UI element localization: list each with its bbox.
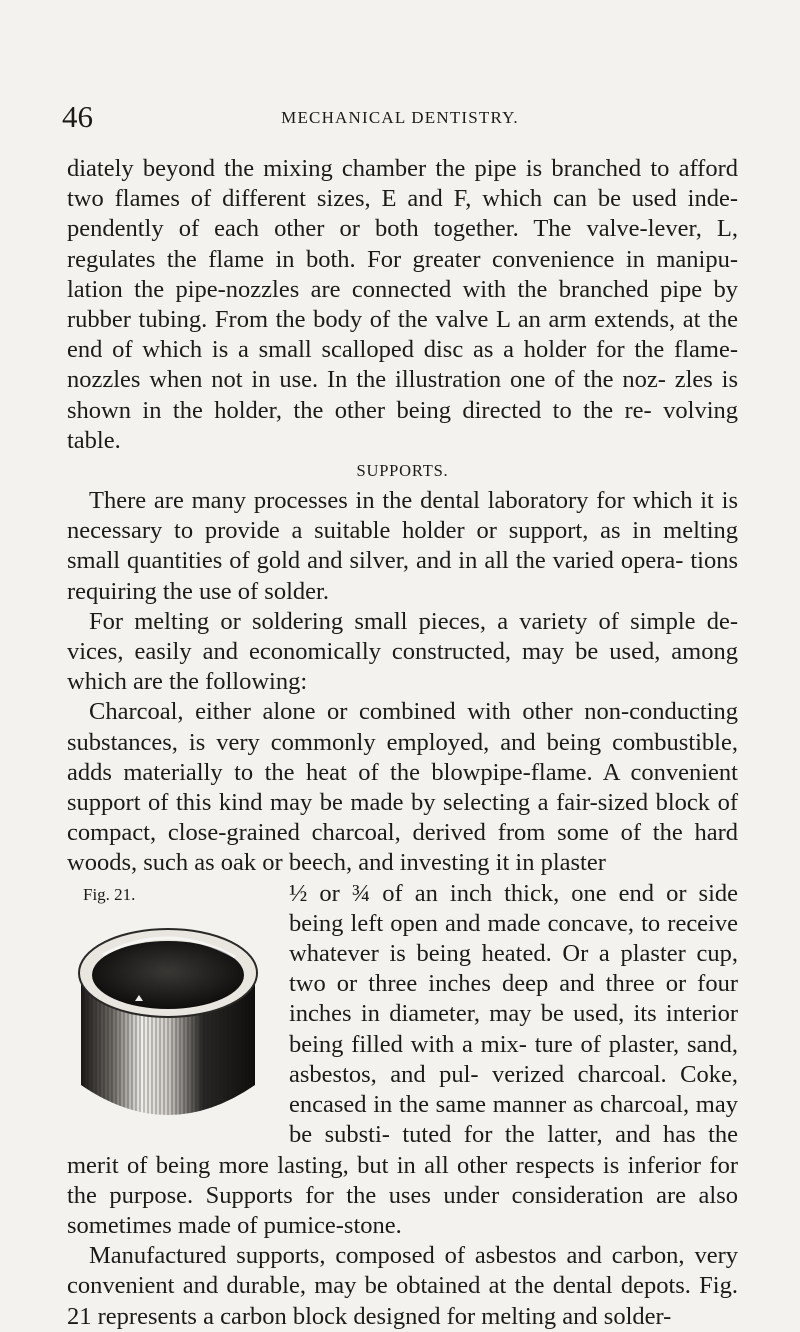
paragraph-manufactured: Manufactured supports, composed of asbestos and carbon, very convenient and durable, may be obtained at the dental depots. Fig. 21 represents a carbon block designed for melting and solder-: [67, 1242, 738, 1330]
running-title: MECHANICAL DENTISTRY.: [281, 108, 519, 127]
paragraph-supports-intro: There are many processes in the dental laboratory for which it is necessary to provide a suitable holder or support, as in melting small quantities of gold and silver, and in all the varied opera- tions requiring the use of solder.: [67, 487, 738, 605]
figure-label: Fig. 21.: [83, 884, 136, 904]
paragraph-simple-devices: For melting or soldering small pieces, a variety of simple de- vices, easily and economically constructed, may be used, among which are the following:: [67, 607, 738, 696]
section-heading: SUPPORTS.: [356, 461, 449, 481]
page-body: [67, 154, 738, 1332]
paragraph-continuation: diately beyond the mixing chamber the pipe is branched to afford two flames of different sizes, E and F, which can be used inde- pendently of each other or both together. The valve-lever, L, regulates the flame in both. For greater convenience in manipu- lation the pipe-nozzles are connected with the branched pipe by rubber tubing. From the body of the valve L an arm extends, at the end of which is a small scalloped disc as a holder for the flame-nozzles when not in use. In the illustration one of the noz- zles is shown in the holder, the other being directed to the re- volving table.: [67, 155, 738, 454]
paragraph-charcoal: Charcoal, either alone or combined with other non-conducting substances, is very commonly employed, and being combustible, adds materially to the heat of the blowpipe-flame. A convenient support of this kind may be made by selecting a fair-sized block of compact, close-grained charcoal, derived from some of the hard woods, such as oak or beech, and investing it in plaster: [67, 698, 738, 877]
paragraph-charcoal-cont: ½ or ¾ of an inch thick, one end or side being left open and made concave, to receive whatever is being heated. Or a plaster cup, two or three inches deep and three or four inches in diameter, may be used, its interior being filled with a mix- ture of plaster, sand, asbestos, and pul- verized charcoal. Coke, encased in the same manner as charcoal, may be substi- tuted for the latter, and has the merit of being more lasting, but in all other respects is inferior for the purpose. Supports for the uses under consideration are also sometimes made of pumice-stone.: [67, 879, 738, 1239]
carbon-cup-illustration: [63, 915, 273, 1135]
page-header: [62, 99, 738, 134]
figure-21: [63, 879, 281, 1141]
page-number: 46: [62, 99, 93, 134]
